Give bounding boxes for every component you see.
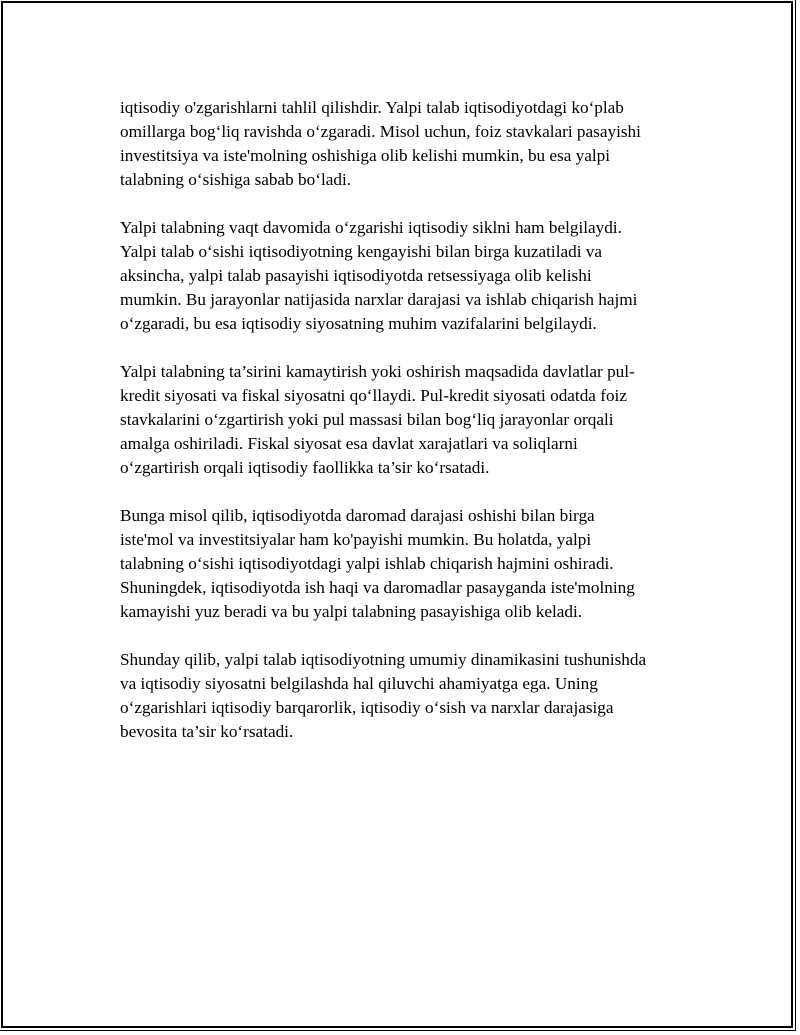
document-page	[1, 1, 793, 1028]
text-line: mumkin. Bu jarayonlar natijasida narxlar darajasi va ishlab chiqarish hajmi	[120, 290, 638, 309]
text-line: va iqtisodiy siyosatni belgilashda hal qiluvchi ahamiyatga ega. Uning	[120, 674, 598, 693]
text-line: Yalpi talabning ta’sirini kamaytirish yoki oshirish maqsadida davlatlar pul-	[120, 362, 635, 381]
text-line: amalga oshiriladi. Fiskal siyosat esa davlat xarajatlari va soliqlarni	[120, 434, 578, 453]
text-line: kamayishi yuz beradi va bu yalpi talabning pasayishiga olib keladi.	[120, 602, 583, 621]
text-line: Shunday qilib, yalpi talab iqtisodiyotning umumiy dinamikasini tushunishda	[120, 650, 647, 669]
paragraph-2	[120, 216, 680, 336]
paragraph-5	[120, 648, 680, 744]
text-line: kredit siyosati va fiskal siyosatni qo‘llaydi. Pul-kredit siyosati odatda foiz	[120, 386, 627, 405]
text-line: aksincha, yalpi talab pasayishi iqtisodiyotda retsessiyaga olib kelishi	[120, 266, 592, 285]
document-body	[120, 96, 680, 768]
text-line: investitsiya va iste'molning oshishiga olib kelishi mumkin, bu esa yalpi	[120, 146, 611, 165]
text-line: Shuningdek, iqtisodiyotda ish haqi va daromadlar pasayganda iste'molning	[120, 578, 635, 597]
text-line: Yalpi talab o‘sishi iqtisodiyotning kengayishi bilan birga kuzatiladi va	[120, 242, 602, 261]
paragraph-4	[120, 504, 680, 624]
text-line: Bunga misol qilib, iqtisodiyotda daromad darajasi oshishi bilan birga	[120, 506, 595, 525]
paragraph-1	[120, 96, 680, 192]
text-line: o‘zgartirish orqali iqtisodiy faollikka ta’sir ko‘rsatadi.	[120, 458, 490, 477]
text-line: iqtisodiy o'zgarishlarni tahlil qilishdir. Yalpi talab iqtisodiyotdagi ko‘plab	[120, 98, 624, 117]
paragraph-3	[120, 360, 680, 480]
text-line: o‘zgarishlari iqtisodiy barqarorlik, iqtisodiy o‘sish va narxlar darajasiga	[120, 698, 614, 717]
text-line: o‘zgaradi, bu esa iqtisodiy siyosatning muhim vazifalarini belgilaydi.	[120, 314, 597, 333]
text-line: omillarga bog‘liq ravishda o‘zgaradi. Misol uchun, foiz stavkalari pasayishi	[120, 122, 641, 141]
text-line: iste'mol va investitsiyalar ham ko'payishi mumkin. Bu holatda, yalpi	[120, 530, 592, 549]
text-line: Yalpi talabning vaqt davomida o‘zgarishi iqtisodiy siklni ham belgilaydi.	[120, 218, 622, 237]
text-line: bevosita ta’sir ko‘rsatadi.	[120, 722, 294, 741]
text-line: talabning o‘sishi iqtisodiyotdagi yalpi ishlab chiqarish hajmini oshiradi.	[120, 554, 614, 573]
text-line: stavkalarini o‘zgartirish yoki pul massasi bilan bog‘liq jarayonlar orqali	[120, 410, 614, 429]
text-line: talabning o‘sishiga sabab bo‘ladi.	[120, 170, 352, 189]
